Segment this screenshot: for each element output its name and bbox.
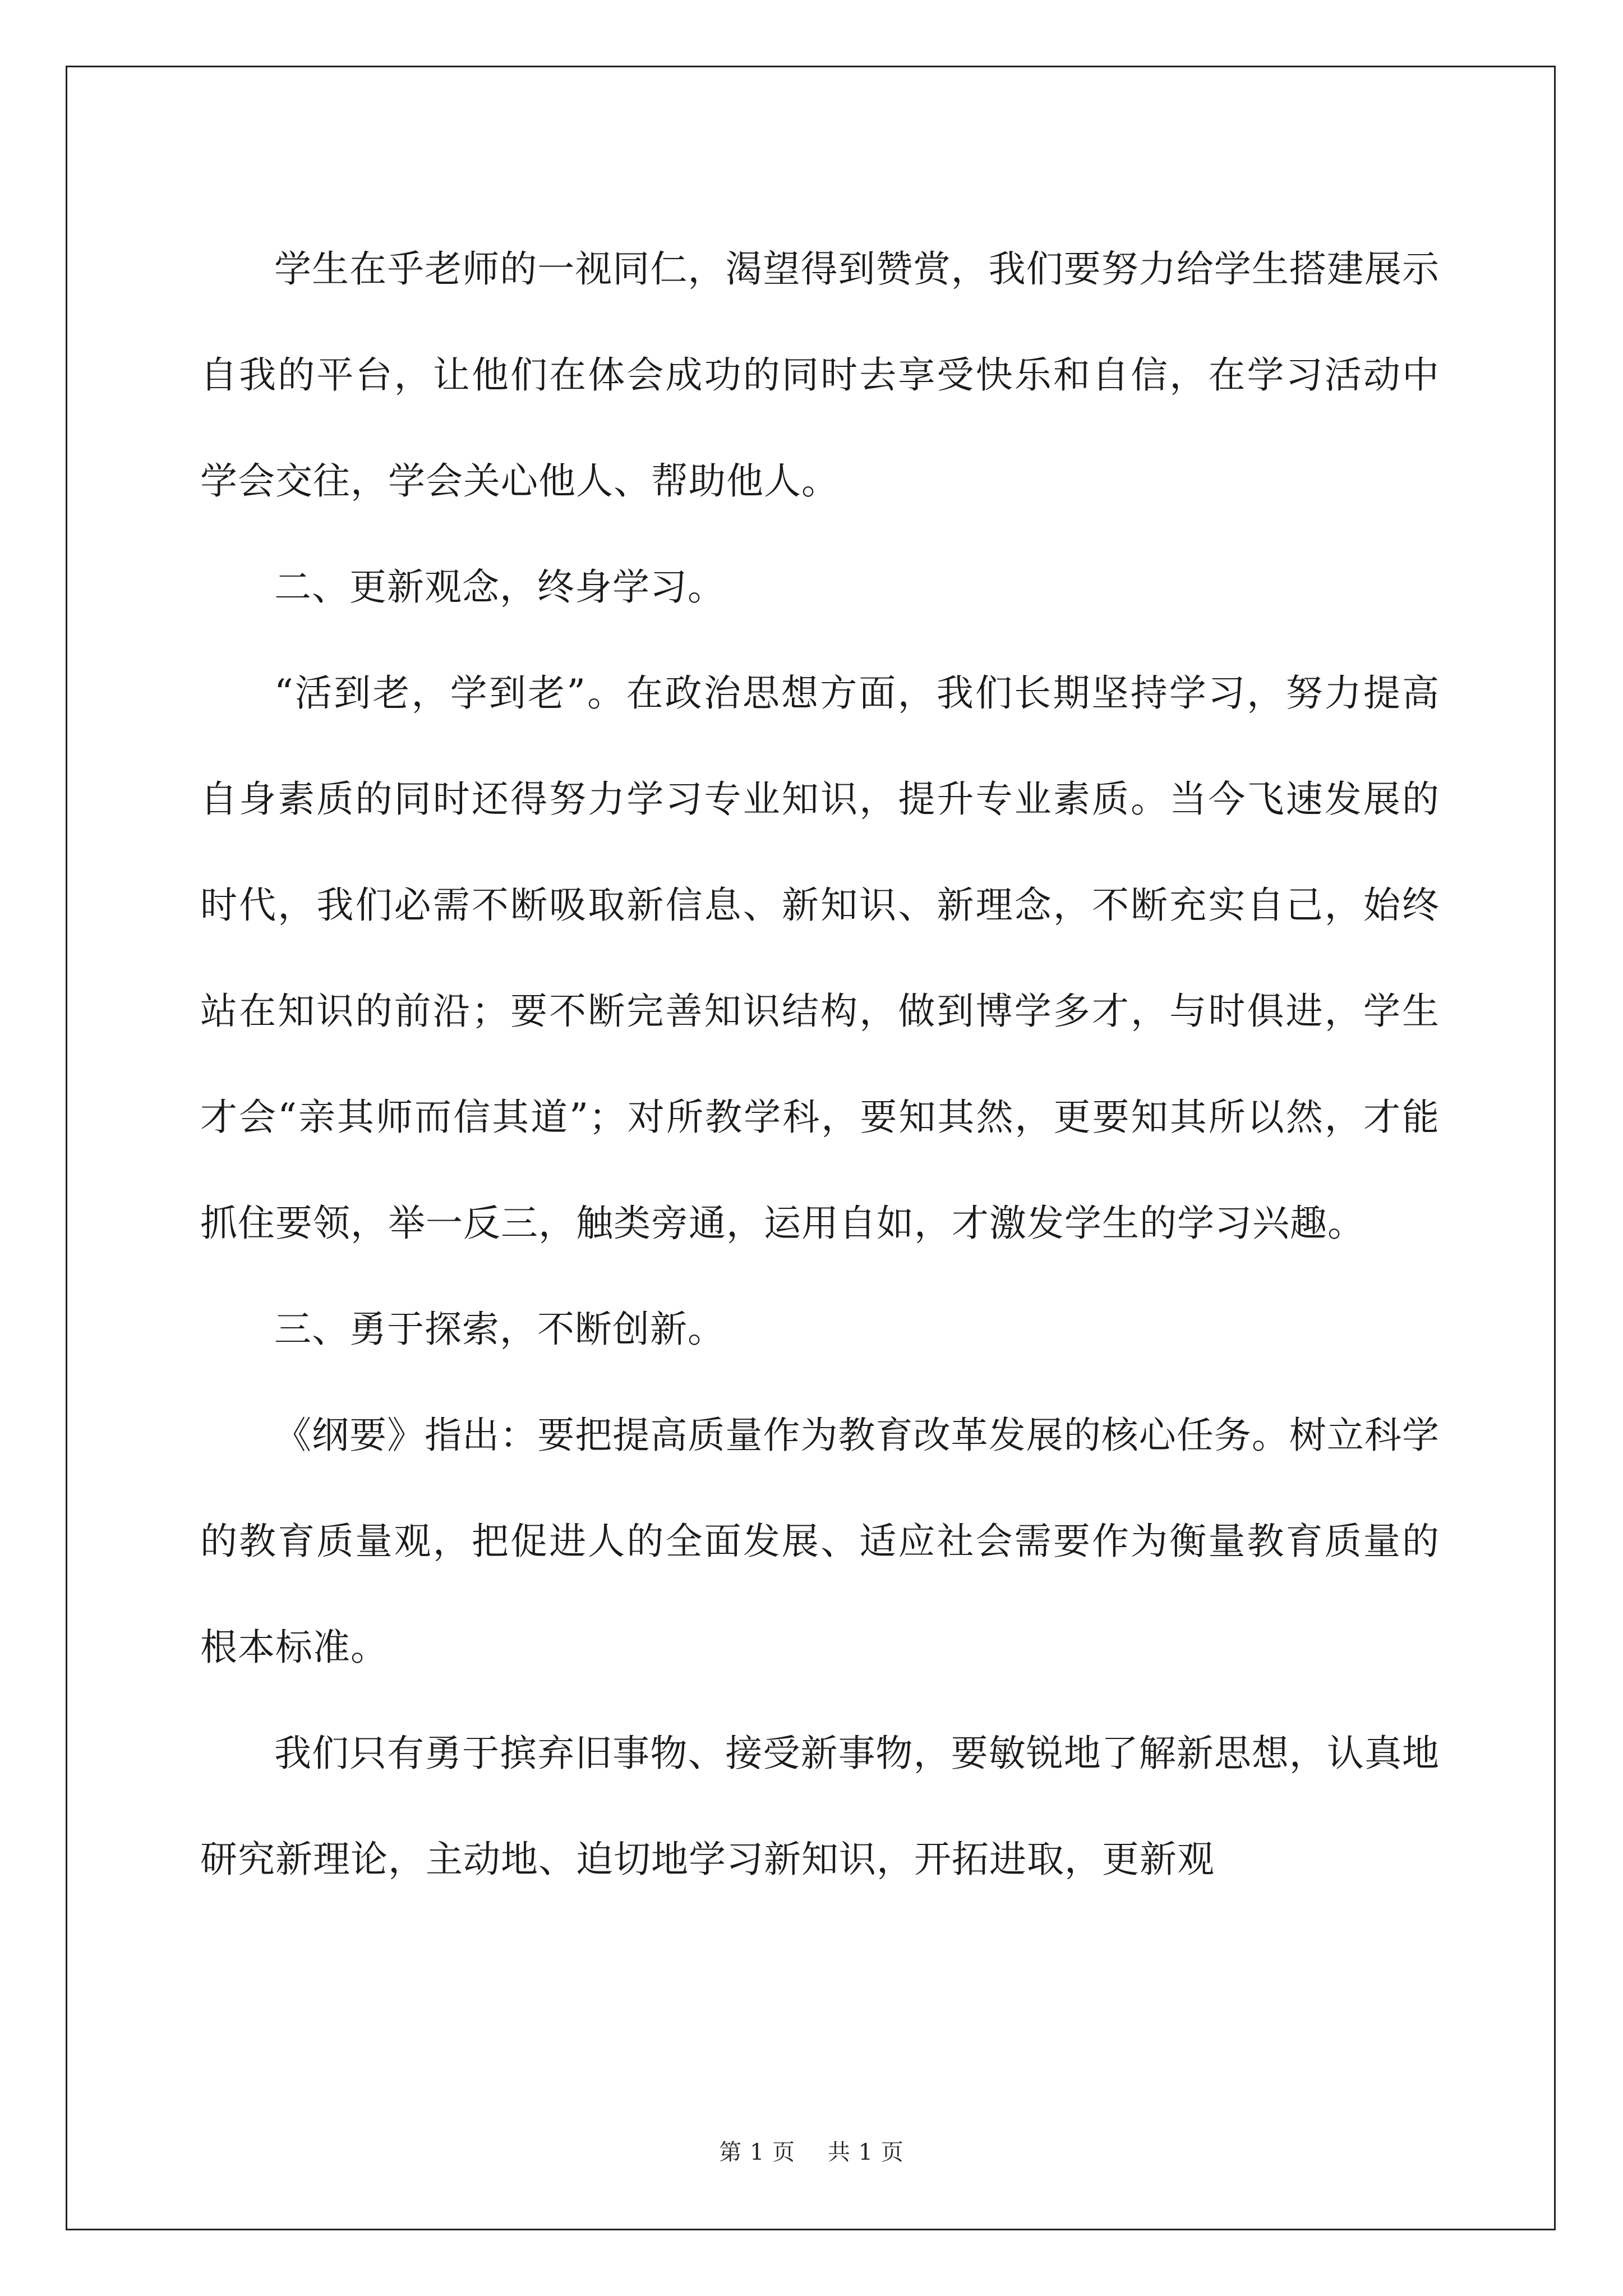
paragraph-3: “活到老，学到老”。在政治思想方面，我们长期坚持学习，努力提高自身素质的同时还得努力学习专业知识，提升专业素质。当今飞速发展的时代，我们必需不断吸取新信息、新知识、新理念，不断充实自己，始终站在知识的前沿；要不断完善知识结构，做到博学多才，与时俱进，学生才会“亲其师而信其道”；对所教学科，要知其然，更要知其所以然，才能抓住要领，举一反三，触类旁通，运用自如，才激发学生的学习兴趣。: [200, 671, 1440, 1245]
paragraph-1: 学生在乎老师的一视同仁，渴望得到赞赏，我们要努力给学生搭建展示自我的平台，让他们在体会成功的同时去享受快乐和自信，在学习活动中学会交往，学会关心他人、帮助他人。: [200, 247, 1440, 503]
paragraph-5: 《纲要》指出：要把提高质量作为教育改革发展的核心任务。树立科学的教育质量观，把促进人的全面发展、适应社会需要作为衡量教育质量的根本标准。: [200, 1414, 1440, 1669]
page-total: 共 1 页: [827, 2139, 904, 2165]
page-footer: [0, 2134, 1623, 2166]
page-number: 第 1 页: [719, 2139, 796, 2165]
document-body: [200, 216, 1440, 1912]
section-heading-3: 三、勇于探索，不断创新。: [274, 1308, 725, 1351]
section-heading-2: 二、更新观念，终身学习。: [274, 565, 725, 609]
paragraph-6: 我们只有勇于摈弃旧事物、接受新事物，要敏锐地了解新思想，认真地研究新理论，主动地、迫切地学习新知识，开拓进取，更新观: [200, 1732, 1440, 1881]
